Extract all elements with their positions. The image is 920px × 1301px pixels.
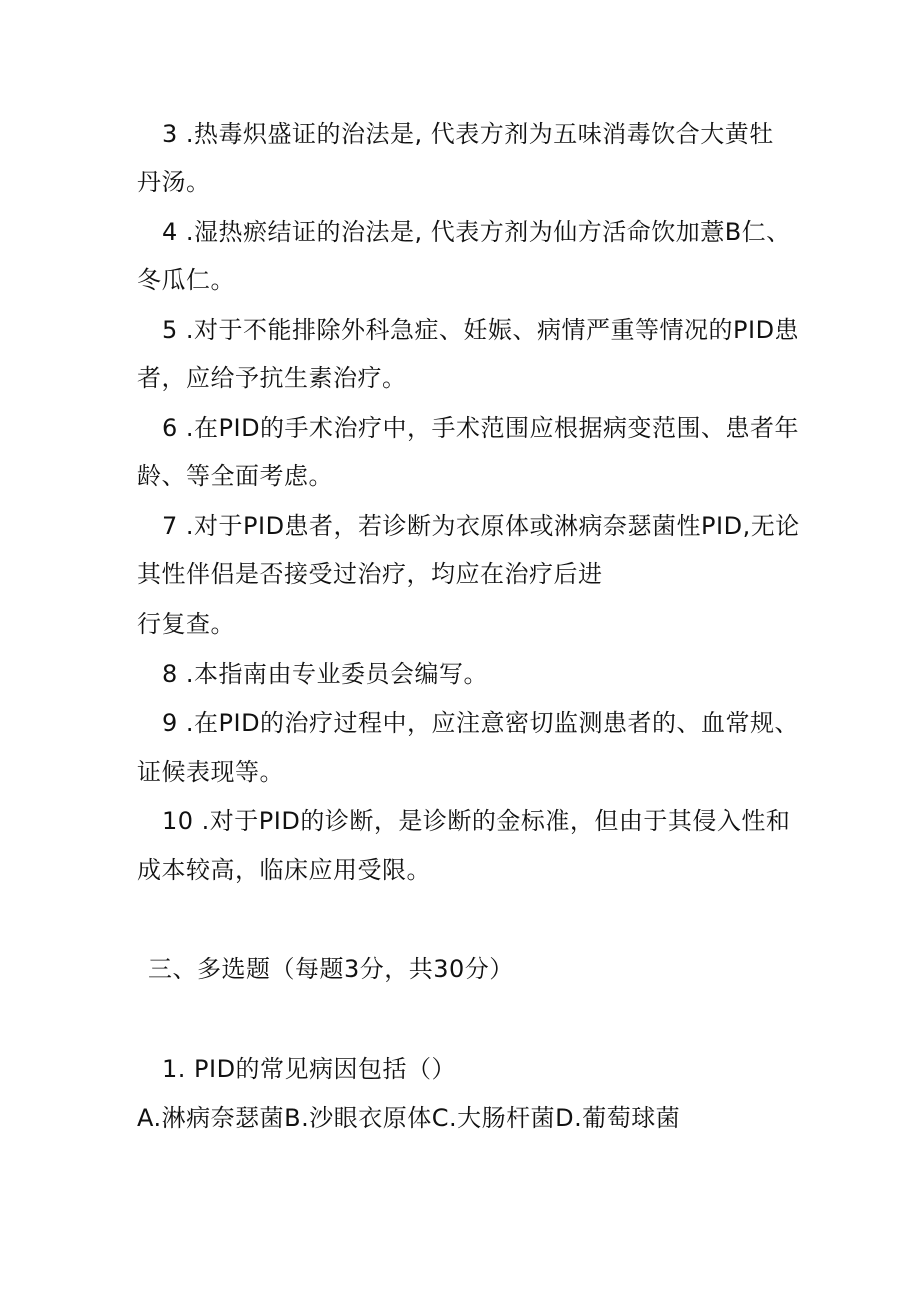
item-8-line-1: 8 .本指南由专业委员会编写。 bbox=[162, 660, 489, 688]
question-1: 1. PID的常见病因包括（） bbox=[162, 1055, 457, 1083]
item-6-line-1: 6 .在PID的手术治疗中，手术范围应根据病变范围、患者年 bbox=[162, 414, 800, 442]
item-5-line-2: 者，应给予抗生素治疗。 bbox=[137, 364, 407, 392]
item-3-line-1: 3 .热毒炽盛证的治法是, 代表方剂为五味消毒饮合大黄牡 bbox=[162, 120, 774, 148]
item-4-line-1: 4 .湿热瘀结证的治法是, 代表方剂为仙方活命饮加薏B仁、 bbox=[162, 218, 791, 246]
item-7-line-1: 7 .对于PID患者，若诊断为衣原体或淋病奈瑟菌性PID,无论 bbox=[162, 512, 800, 540]
item-7-line-2: 其性伴侣是否接受过治疗，均应在治疗后进 bbox=[137, 560, 603, 588]
item-3-line-2: 丹汤。 bbox=[137, 168, 211, 196]
item-5-line-1: 5 .对于不能排除外科急症、妊娠、病情严重等情况的PID患 bbox=[162, 316, 800, 344]
item-7-line-3: 行复查。 bbox=[137, 610, 235, 638]
item-9-line-2: 证候表现等。 bbox=[137, 758, 284, 786]
question-1-options: A.淋病奈瑟菌B.沙眼衣原体C.大肠杆菌D.葡萄球菌 bbox=[137, 1104, 681, 1132]
item-9-line-1: 9 .在PID的治疗过程中，应注意密切监测患者的、血常规、 bbox=[162, 709, 800, 737]
section-heading-multiple-choice: 三、多选题（每题3分，共30分） bbox=[148, 955, 514, 983]
item-6-line-2: 龄、等全面考虑。 bbox=[137, 462, 333, 490]
item-10-line-1: 10 .对于PID的诊断，是诊断的金标准，但由于其侵入性和 bbox=[162, 807, 791, 835]
item-4-line-2: 冬瓜仁。 bbox=[137, 266, 235, 294]
item-10-line-2: 成本较高，临床应用受限。 bbox=[137, 856, 431, 884]
